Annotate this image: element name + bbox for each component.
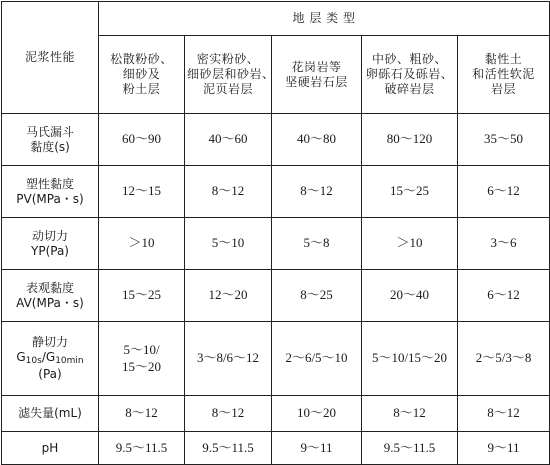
value-text: 8～25 [300, 287, 333, 303]
strata-header-line: 黏性土 [484, 52, 523, 66]
property-cell [2, 270, 99, 322]
value-cell [99, 270, 185, 322]
strata-header-line: 中砂、粗砂、 [371, 52, 447, 66]
value-cell [458, 432, 550, 465]
value-cell [458, 270, 550, 322]
value-text: 8～12 [393, 405, 426, 421]
strata-header-dense-sand [185, 36, 275, 114]
value-cell [99, 114, 185, 166]
strata-header-line: 坚硬岩石层 [285, 74, 348, 89]
strata-header-line: 细砂及 [122, 67, 161, 81]
strata-header-line: 花岗岩等 [291, 59, 342, 74]
property-cell [2, 218, 99, 270]
value-cell [185, 396, 272, 432]
property-label-line: 马氏漏斗 [25, 124, 74, 139]
value-text: 5～10/ [123, 342, 160, 358]
value-text: 8～12 [125, 405, 158, 421]
value-text: 9.5～11.5 [383, 439, 436, 455]
value-cell [458, 322, 550, 396]
value-cell [272, 322, 362, 396]
value-cell [99, 218, 185, 270]
value-cell [458, 166, 550, 218]
value-text: ＞10 [396, 235, 423, 251]
strata-header-line: 破碎岩层 [384, 82, 435, 96]
value-text: 10～20 [296, 405, 336, 421]
value-text: 20～40 [389, 287, 429, 303]
value-cell [362, 114, 458, 166]
strata-header-hard-rock [272, 36, 362, 114]
value-cell [185, 270, 272, 322]
property-cell [2, 114, 99, 166]
value-text: 8～12 [487, 405, 520, 421]
property-label-line: 滤失量(mL) [18, 406, 82, 420]
property-label-line: 动切力 [31, 228, 68, 243]
table-row-ph [2, 432, 550, 465]
strata-group-header [99, 2, 550, 36]
value-cell [458, 114, 550, 166]
value-text: 35～50 [484, 131, 524, 147]
value-cell [362, 322, 458, 396]
strata-header-gravel [362, 36, 458, 114]
value-cell [185, 218, 272, 270]
header-row-group [2, 2, 550, 36]
value-text: 9.5～11.5 [115, 439, 168, 455]
property-label-line: 塑性黏度 [25, 176, 74, 191]
property-cell [2, 166, 99, 218]
value-text: 9.5～11.5 [202, 439, 254, 455]
property-label-line: 静切力 [31, 334, 68, 349]
value-cell [272, 218, 362, 270]
strata-header-loose-silt [99, 36, 185, 114]
value-cell [458, 396, 550, 432]
strata-header-line: 和活性软泥 [472, 67, 535, 81]
value-text: 15～25 [121, 287, 161, 303]
strata-header-clay [458, 36, 550, 114]
value-text: 8～12 [211, 405, 245, 421]
property-label-line: PV(MPa・s) [16, 191, 84, 206]
mud-properties-table [1, 1, 550, 465]
value-cell [362, 396, 458, 432]
property-label-line: (Pa) [38, 367, 62, 382]
value-cell [362, 270, 458, 322]
value-cell [272, 270, 362, 322]
value-text: 60～90 [121, 131, 161, 147]
value-text: 3～8/6～12 [196, 350, 260, 366]
table-row-marsh-viscosity [2, 114, 550, 166]
property-label-line: AV(MPa・s) [16, 295, 84, 310]
property-header-label: 泥浆性能 [24, 50, 75, 64]
value-text: 15～20 [121, 358, 161, 374]
strata-group-label: 地 层 类 型 [292, 11, 356, 25]
value-text: 2～5/3～8 [475, 350, 532, 366]
value-text: ＞10 [128, 235, 155, 251]
value-text: 6～12 [487, 183, 520, 199]
value-cell [458, 218, 550, 270]
value-text: 6～12 [487, 287, 520, 303]
value-cell [185, 166, 272, 218]
strata-header-line: 泥页岩层 [202, 82, 253, 96]
table-row-apparent-viscosity [2, 270, 550, 322]
table-row-gel-strength [2, 322, 550, 396]
value-cell [362, 432, 458, 465]
value-text: 3～6 [490, 235, 517, 251]
value-text: 5～10/15～20 [371, 350, 448, 366]
strata-header-line: 卵砾石及砾岩、 [365, 67, 454, 81]
value-text: 2～6/5～10 [285, 350, 348, 366]
property-cell [2, 396, 99, 432]
property-label-line: pH [41, 440, 59, 455]
property-label-line: 黏度(s) [30, 139, 70, 154]
value-cell [362, 218, 458, 270]
value-text: 5～8 [303, 235, 330, 251]
value-cell [272, 166, 362, 218]
table-row-plastic-viscosity [2, 166, 550, 218]
strata-header-line: 粉土层 [122, 82, 161, 96]
gel-strength-unit-line: $G_{10s}/G_{10min}$ [16, 349, 84, 366]
value-cell [185, 322, 272, 396]
value-text: 9～11 [487, 439, 520, 455]
value-text: 12～15 [121, 183, 161, 199]
value-text: 8～12 [211, 183, 245, 199]
strata-header-line: 岩层 [491, 82, 517, 96]
value-cell [185, 432, 272, 465]
value-text: 80～120 [386, 131, 433, 147]
value-cell [272, 432, 362, 465]
value-text: 40～60 [208, 131, 248, 147]
property-header-cell [2, 2, 99, 114]
property-label-line: YP(Pa) [31, 243, 69, 258]
value-cell [99, 396, 185, 432]
strata-header-line: 细砂层和砂岩、 [187, 67, 275, 81]
value-cell [362, 166, 458, 218]
value-text: 12～20 [208, 287, 248, 303]
table-row-filtration-loss [2, 396, 550, 432]
value-cell [272, 396, 362, 432]
value-text: 5～10 [211, 235, 245, 251]
strata-header-line: 松散粉砂、 [110, 52, 173, 66]
value-cell [99, 322, 185, 396]
property-label-line: 表观黏度 [25, 280, 74, 295]
value-cell [99, 166, 185, 218]
strata-header-line: 密实粉砂、 [196, 52, 260, 66]
property-cell [2, 322, 99, 396]
value-cell [99, 432, 185, 465]
table-row-yield-point [2, 218, 550, 270]
value-text: 40～80 [296, 131, 336, 147]
value-text: 8～12 [300, 183, 333, 199]
value-text: 15～25 [389, 183, 429, 199]
value-cell [185, 114, 272, 166]
value-cell [272, 114, 362, 166]
value-text: 9～11 [300, 439, 333, 455]
property-cell [2, 432, 99, 465]
